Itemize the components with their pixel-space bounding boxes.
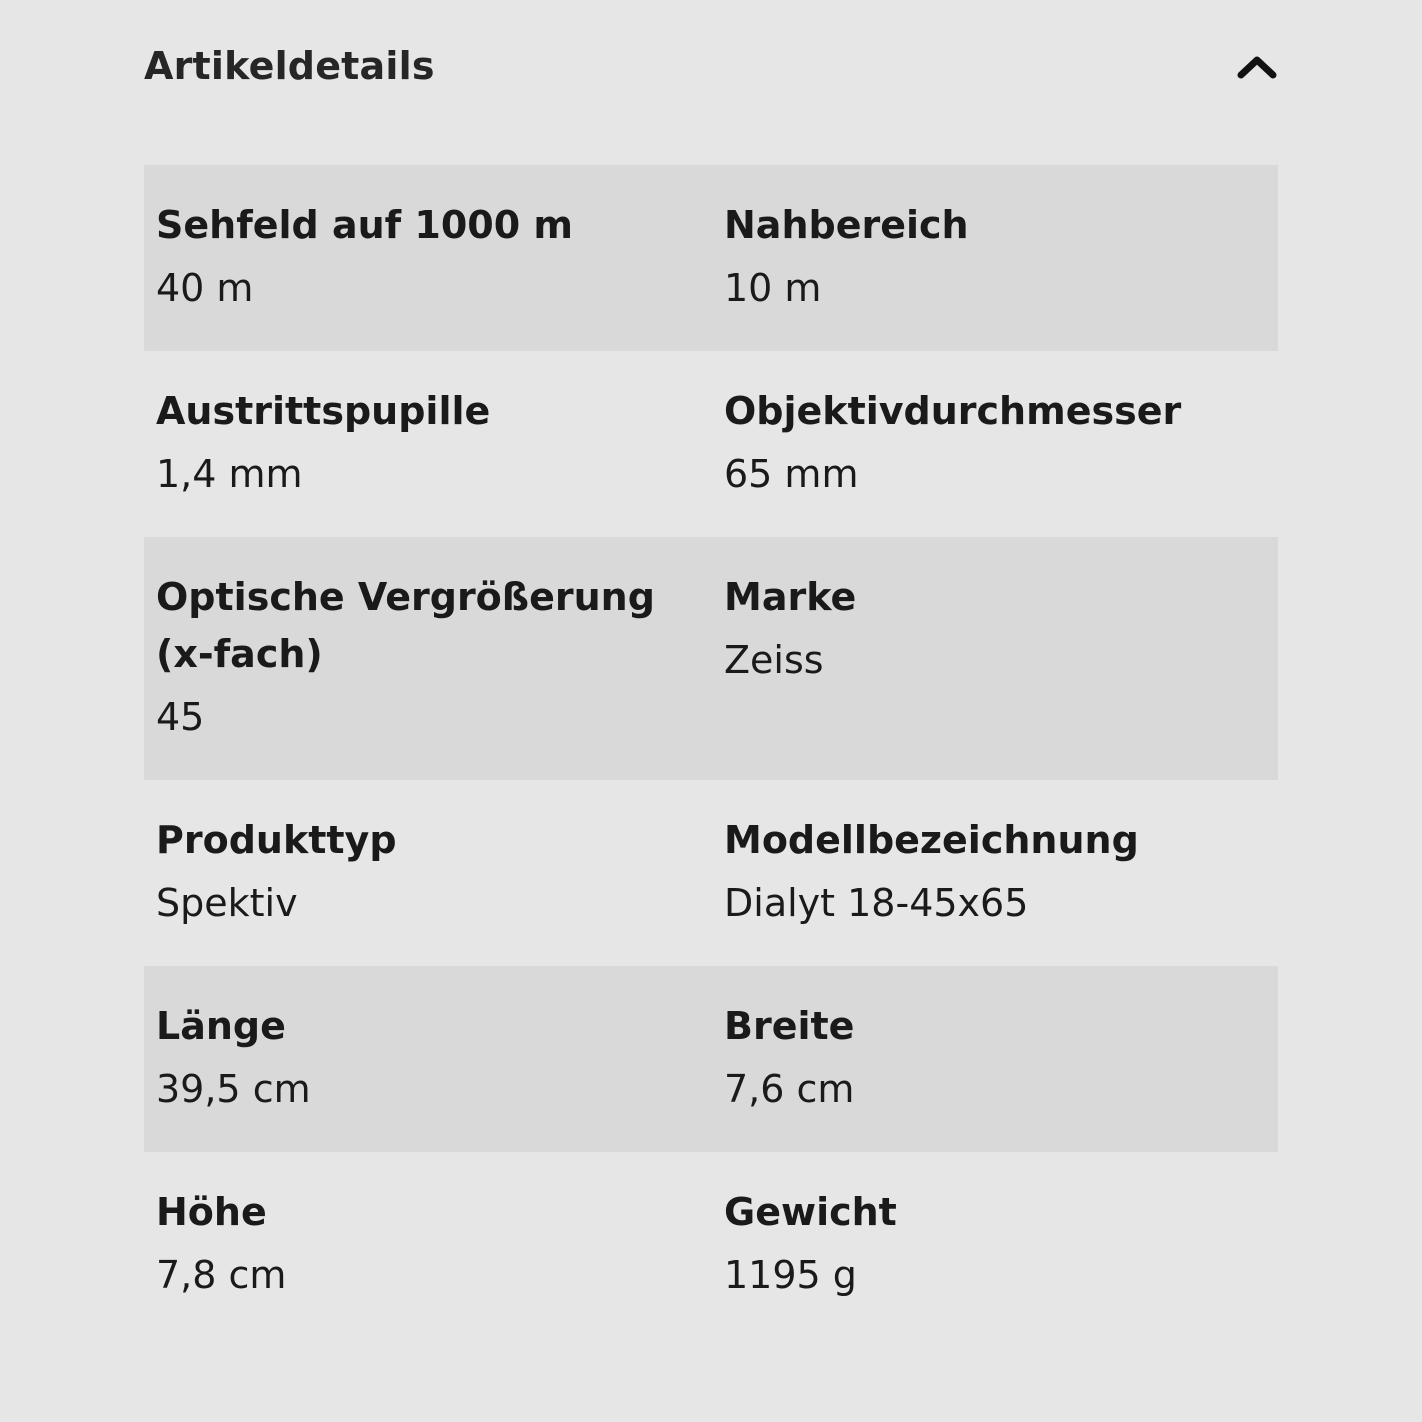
detail-label: Marke [724,575,857,619]
detail-objective-diameter [724,383,1266,537]
details-row [144,780,1278,966]
detail-value: Dialyt 18-45x65 [724,881,1029,925]
detail-label: Höhe [156,1190,267,1234]
detail-label: Produkttyp [156,818,397,862]
detail-value: 45 [156,695,205,739]
article-details-header[interactable] [144,0,1278,134]
detail-label: Modellbezeichnung [724,818,1139,862]
detail-value: 40 m [156,266,254,310]
detail-width [724,998,1266,1152]
detail-label: Gewicht [724,1190,897,1234]
details-row [144,537,1278,780]
detail-value: 1195 g [724,1253,857,1297]
detail-field-of-view [156,197,724,351]
detail-label: Optische Vergrößerung (x-fach) [156,575,655,676]
detail-value: Zeiss [724,638,824,682]
detail-model-name [724,812,1266,966]
detail-label: Nahbereich [724,203,969,247]
chevron-up-icon[interactable] [1236,51,1278,81]
section-title: Artikeldetails [144,44,435,88]
detail-label: Länge [156,1004,286,1048]
detail-product-type [156,812,724,966]
detail-label: Sehfeld auf 1000 m [156,203,573,247]
detail-exit-pupil [156,383,724,537]
details-row [144,351,1278,537]
details-table [144,165,1278,1338]
detail-value: 10 m [724,266,822,310]
detail-length [156,998,724,1152]
detail-value: 7,8 cm [156,1253,287,1297]
detail-value: 39,5 cm [156,1067,311,1111]
detail-magnification [156,569,724,780]
detail-value: 7,6 cm [724,1067,855,1111]
detail-close-range [724,197,1266,351]
details-row [144,1152,1278,1338]
article-details-section [144,0,1278,1297]
detail-label: Objektivdurchmesser [724,389,1182,433]
detail-value: 65 mm [724,452,859,496]
detail-value: 1,4 mm [156,452,303,496]
detail-weight [724,1184,1266,1338]
detail-label: Austrittspupille [156,389,491,433]
detail-label: Breite [724,1004,855,1048]
detail-value: Spektiv [156,881,298,925]
details-row [144,165,1278,351]
details-row [144,966,1278,1152]
detail-brand [724,569,1266,780]
detail-height [156,1184,724,1338]
